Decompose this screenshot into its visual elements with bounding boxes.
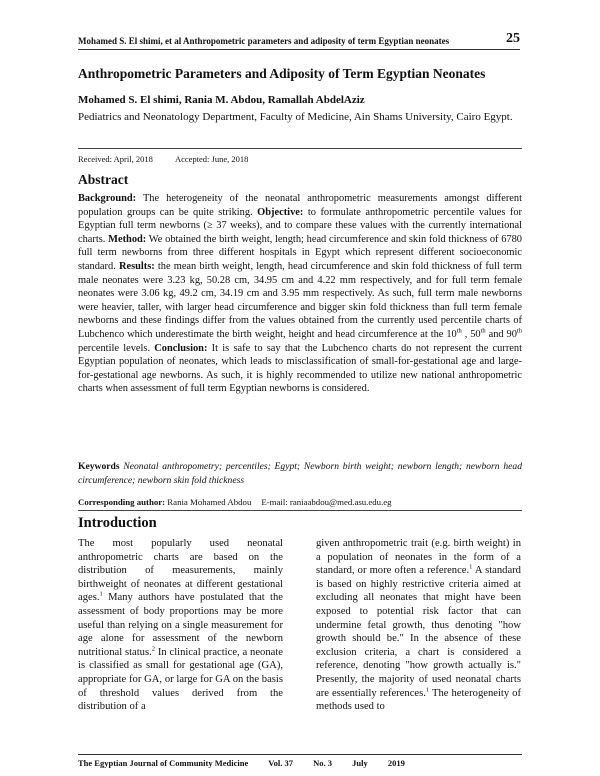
footer-month: July	[352, 758, 368, 768]
results-text: and 90	[485, 328, 517, 340]
superscript-th: th	[456, 327, 462, 335]
footer-number: No. 3	[313, 758, 332, 768]
conclusion-text: It is safe to say that the Lubchenco charts do not represent the current Egyptian population of neonates, which leads to misclassification of small-for-gestational age and large-for-gestational age newborns. As such, it is highly recommended to utilize new national anthropometric charts when assessment of full term Egyptian newborns is considered.	[78, 342, 522, 395]
citation-superscript: 1	[99, 590, 103, 598]
intro-text: A standard is based on highly restrictive criteria aimed at excluding all neonates that might have been exposed to potential risk factor that can undermine fetal growth, thus denoting "how growth should be." In the absence of these exclusion criteria, a chart is considered a reference, denoting "how growth actually is." Presently, the majority of used neonatal charts are essentially references.	[316, 565, 521, 699]
method-text: We obtained the birth weight, length; head circumference and skin fold thickness of 6780 full term newborns from three different hospitals in Egypt which represent different socioeconomic standard.	[78, 233, 522, 272]
keywords-label: Keywords	[78, 461, 120, 472]
intro-text: Many authors have postulated that the assessment of body proportions may be more useful than relying on a single measurement for age alone for assessment of the newborn nutritional status.	[78, 592, 283, 658]
footer-year: 2019	[387, 758, 405, 768]
footer-volume: Vol. 37	[268, 758, 293, 768]
citation-superscript: 1	[425, 686, 430, 693]
corresponding-author	[78, 497, 522, 511]
corresponding-label: Corresponding author:	[78, 497, 166, 507]
page-number: 25	[506, 31, 520, 46]
results-text: percentile levels.	[78, 342, 155, 354]
intro-text: The most popularly used neonatal anthropometric charts are based on the distribution of measurements, mainly birthweight of neonates at different gestational ages.	[78, 538, 283, 604]
objective-text: to formulate anthropometric percentile values for Egyptian full term newborns (≥ 37 weeks), and to compare these values with the currently international charts.	[78, 206, 522, 245]
background-label: Background:	[78, 193, 137, 204]
running-head	[78, 31, 520, 50]
dates-line	[78, 148, 522, 164]
author-list: Mohamed S. El shimi, Rania M. Abdou, Ramallah AbdelAziz	[78, 94, 365, 106]
intro-column-right	[316, 537, 521, 714]
method-label: Method:	[108, 233, 147, 245]
results-text: the mean birth weight, length, head circumference and skin fold thickness of full term male neonates were 3.23 kg, 50.28 cm, 34.95 cm and 4.22 mm respectively, and for full term female neonates were 3.06 kg, 49.2 cm, 34.19 cm and 3.95 mm respectively. As such, full term male newborns were heavier, taller, with larger head circumference and bigger skin fold thickness than full term female newborns and these findings differ from the values obtained from the currently used percentile charts of Lubchenco which underestimate the birth weight, height and head circumference at the 10	[78, 260, 522, 340]
abstract-body	[78, 192, 522, 396]
corresponding-email: E-mail: raniaabdou@med.asu.edu.eg	[261, 497, 392, 507]
paper-title: Anthropometric Parameters and Adiposity of Term Egyptian Neonates	[78, 66, 486, 81]
intro-text: The heterogeneity of methods used to	[316, 687, 522, 713]
citation-superscript: 2	[151, 645, 155, 653]
introduction-heading: Introduction	[78, 515, 157, 531]
received-date: Received: April, 2018	[78, 154, 153, 164]
intro-column-left	[78, 537, 283, 714]
superscript-th: th	[516, 327, 522, 335]
results-text: , 50	[461, 328, 481, 340]
affiliation: Pediatrics and Neonatology Department, Faculty of Medicine, Ain Shams University, Cairo Egypt.	[78, 111, 513, 123]
abstract-heading: Abstract	[78, 172, 129, 187]
journal-footer	[78, 754, 522, 768]
footer-journal: The Egyptian Journal of Community Medicine	[78, 758, 249, 768]
results-label: Results:	[118, 260, 155, 272]
corresponding-name: Rania Mohamed Abdou	[165, 497, 252, 507]
conclusion-label: Conclusion:	[154, 342, 208, 354]
superscript-th: th	[480, 327, 486, 335]
keywords	[78, 460, 522, 487]
objective-label: Objective:	[257, 206, 304, 218]
intro-text: given anthropometric trait (e.g. birth weight) in a population of neonates in the form of a standard, or more often a reference.	[316, 538, 521, 577]
background-text: The heterogeneity of the neonatal anthropometric measurements amongst different population groups can be quite striking.	[78, 193, 522, 218]
accepted-date: Accepted: June, 2018	[174, 154, 249, 164]
intro-text: In clinical practice, a neonate is classified as small for gestational age (GA), appropriate for GA, or large for GA on the basis of threshold values derived from the distribution of a	[78, 646, 283, 713]
running-head-text: Mohamed S. El shimi, et al Anthropometric parameters and adiposity of term Egyptian neonates	[78, 36, 450, 46]
citation-superscript: 1	[469, 563, 473, 571]
keywords-text: Neonatal anthropometry; percentiles; Egypt; Newborn birth weight; newborn length; newborn head circumference; newborn skin fold thickness	[78, 461, 522, 486]
